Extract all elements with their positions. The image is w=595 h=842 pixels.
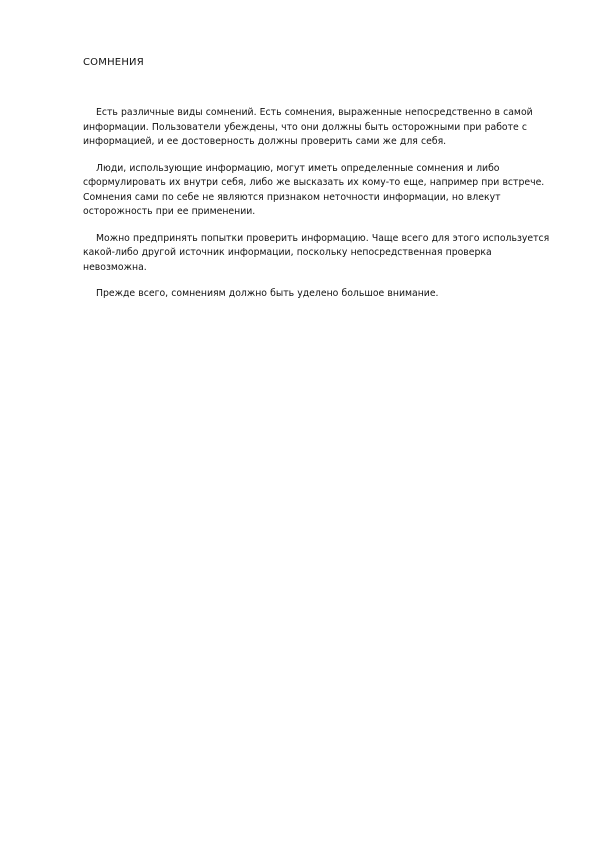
paragraph-2: Люди, использующие информацию, могут иметь определенные сомнения и либо сформулировать их внутри себя, либо же высказать их кому-то еще, например при встрече. Сомнения сами по себе не являются признаком неточности информации, но влекут осторожность при ее применении. bbox=[83, 162, 545, 217]
paragraph-4: Прежде всего, сомнениям должно быть уделено большое внимание. bbox=[96, 288, 439, 299]
document-heading: СОМНЕНИЯ bbox=[83, 57, 144, 68]
paragraph-3: Можно предпринять попытки проверить информацию. Чаще всего для этого используется какой-либо другой источник информации, поскольку непосредственная проверка невозможна. bbox=[83, 232, 550, 273]
paragraph-1: Есть различные виды сомнений. Есть сомнения, выраженные непосредственно в самой информации. Пользователи убеждены, что они должны быть осторожными при работе с информацией, и ее достоверность должны проверить сами же для себя. bbox=[83, 107, 533, 147]
document-body bbox=[83, 106, 553, 314]
